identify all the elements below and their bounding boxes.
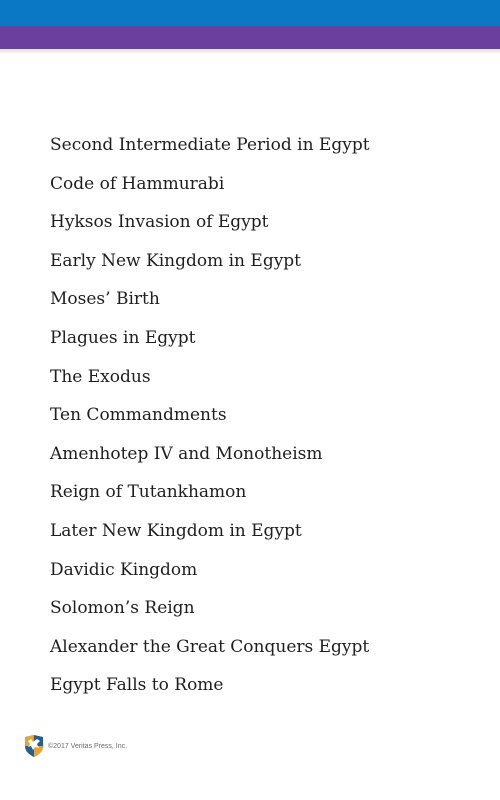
topic-item: Hyksos Invasion of Egypt xyxy=(50,212,269,233)
topic-item: Later New Kingdom in Egypt xyxy=(50,520,302,541)
topic-item: Amenhotep IV and Monotheism xyxy=(50,443,323,464)
header-top-bar xyxy=(0,0,500,26)
topic-item: Solomon’s Reign xyxy=(50,598,195,619)
topic-item: The Exodus xyxy=(50,366,151,387)
header-accent-bar xyxy=(0,26,500,49)
topic-item: Davidic Kingdom xyxy=(50,559,198,580)
topic-item: Egypt Falls to Rome xyxy=(50,675,224,696)
topic-item: Code of Hammurabi xyxy=(50,173,225,194)
topic-item: Early New Kingdom in Egypt xyxy=(50,250,302,271)
topic-list xyxy=(50,131,370,710)
topic-item: Reign of Tutankhamon xyxy=(50,482,247,503)
topic-item: Alexander the Great Conquers Egypt xyxy=(50,636,370,657)
topic-item: Plagues in Egypt xyxy=(50,327,196,348)
topic-item: Second Intermediate Period in Egypt xyxy=(50,135,370,155)
topic-item: Ten Commandments xyxy=(50,405,227,426)
copyright-text: ©2017 Veritas Press, Inc. xyxy=(48,742,128,750)
topic-item: Moses’ Birth xyxy=(50,289,160,310)
header-shadow xyxy=(0,49,500,54)
footer xyxy=(24,734,127,758)
veritas-press-shield-icon xyxy=(24,735,44,757)
